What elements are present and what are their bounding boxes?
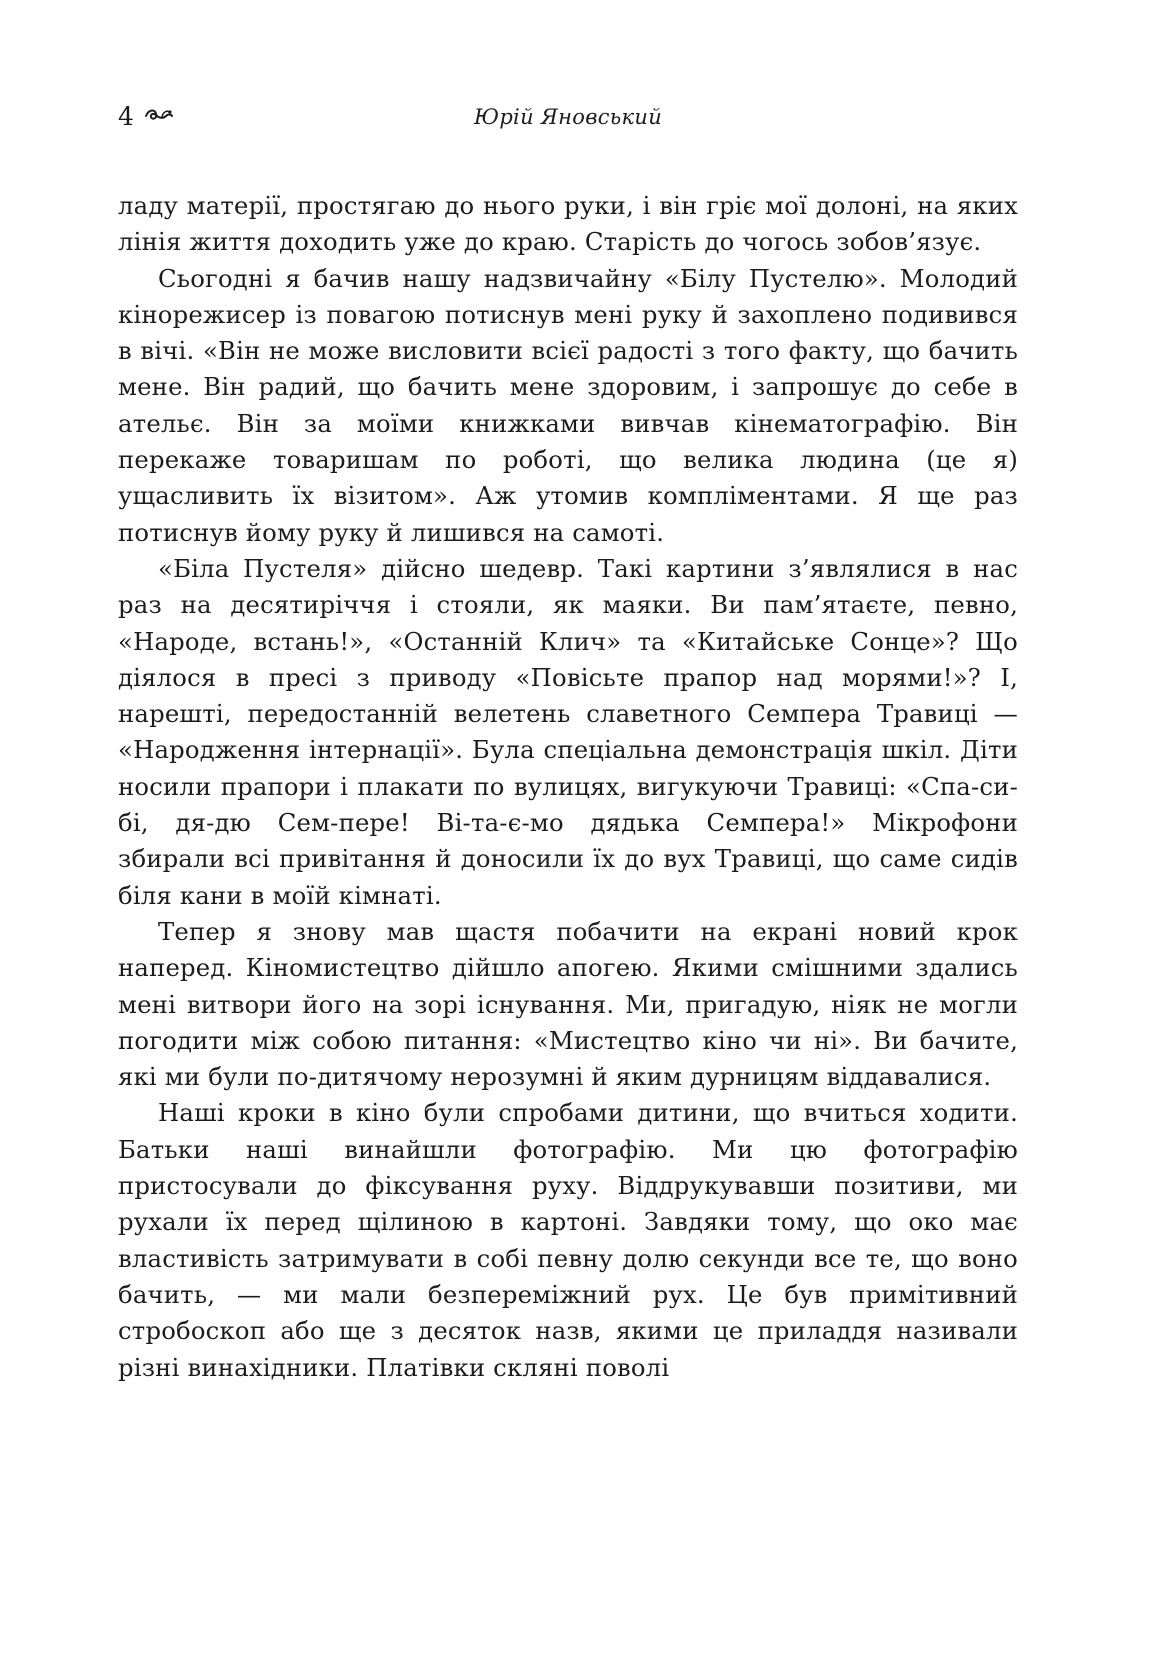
running-head bbox=[118, 96, 1018, 136]
body-text bbox=[118, 188, 1018, 1386]
running-title: Юрій Яновський bbox=[473, 105, 663, 129]
page-number: 4 bbox=[118, 102, 134, 131]
paragraph: Сьогодні я бачив нашу надзвичайну «Білу Пустелю». Молодий кінорежисер із повагою потиснув мені руку й захоплено подивився в вічі. «Він не може висловити всієї радості з того факту, що бачить мене. Він радий, що бачить мене здоровим, і запрошує до себе в ательє. Він за моїми книжками вивчав кінематографію. Він перекаже товаришам по роботі, що велика людина (це я) ущасливить їх візитом». Аж утомив компліментами. Я ще раз потиснув йому руку й лишився на самоті. bbox=[118, 263, 1018, 547]
paragraph: Наші кроки в кіно були спробами дитини, що вчиться ходити. Батьки наші винайшли фотографію. Ми цю фотографію пристосували до фіксування руху. Віддрукувавши позитиви, ми рухали їх перед щілиною в картоні. Завдяки тому, що око має властивість затримувати в собі певну долю секунди все те, що воно бачить, — ми мали безпереміжний рух. Це був примітивний стробоскоп або ще з десяток назв, якими це приладдя називали різні винахідники. Платівки скляні поволі bbox=[118, 1098, 1018, 1382]
paragraph: «Біла Пустеля» дійсно шедевр. Такі картини з’являлися в нас раз на десятиріччя і стояли, як маяки. Ви пам’ятаєте, певно, «Народе, встань!», «Останній Клич» та «Китайське Сонце»? Що діялося в пресі з приводу «Повісьте прапор над морями!»? І, нарешті, передостанній велетень славетного Семпера Травиці — «Народження інтернації». Була спеціальна демонстрація шкіл. Діти носили прапори і плакати по вулицях, вигукуючи Травиці: «Спа-си-бі, дя-дю Сем-пере! Ві-та-є-мо дядька Семпера!» Мікрофони збирали всі привітання й доносили їх до вух Травиці, що саме сидів біля кани в моїй кімнаті. bbox=[118, 553, 1018, 910]
paragraph: ладу матерії, простягаю до нього руки, і він гріє мої долоні, на яких лінія життя доходить уже до краю. Старість до чогось зобов’язує. bbox=[118, 191, 1018, 257]
paragraph: Тепер я знову мав щастя побачити на екрані новий крок наперед. Кіномистецтво дійшло апогею. Якими смішними здались мені витвори його на зорі існування. Ми, пригадую, ніяк не могли погодити між собою питання: «Мистецтво кіно чи ні». Ви бачите, які ми були по-дитячому нерозумні й яким дурницям віддавалися. bbox=[118, 916, 1018, 1092]
book-page bbox=[118, 96, 1018, 1386]
